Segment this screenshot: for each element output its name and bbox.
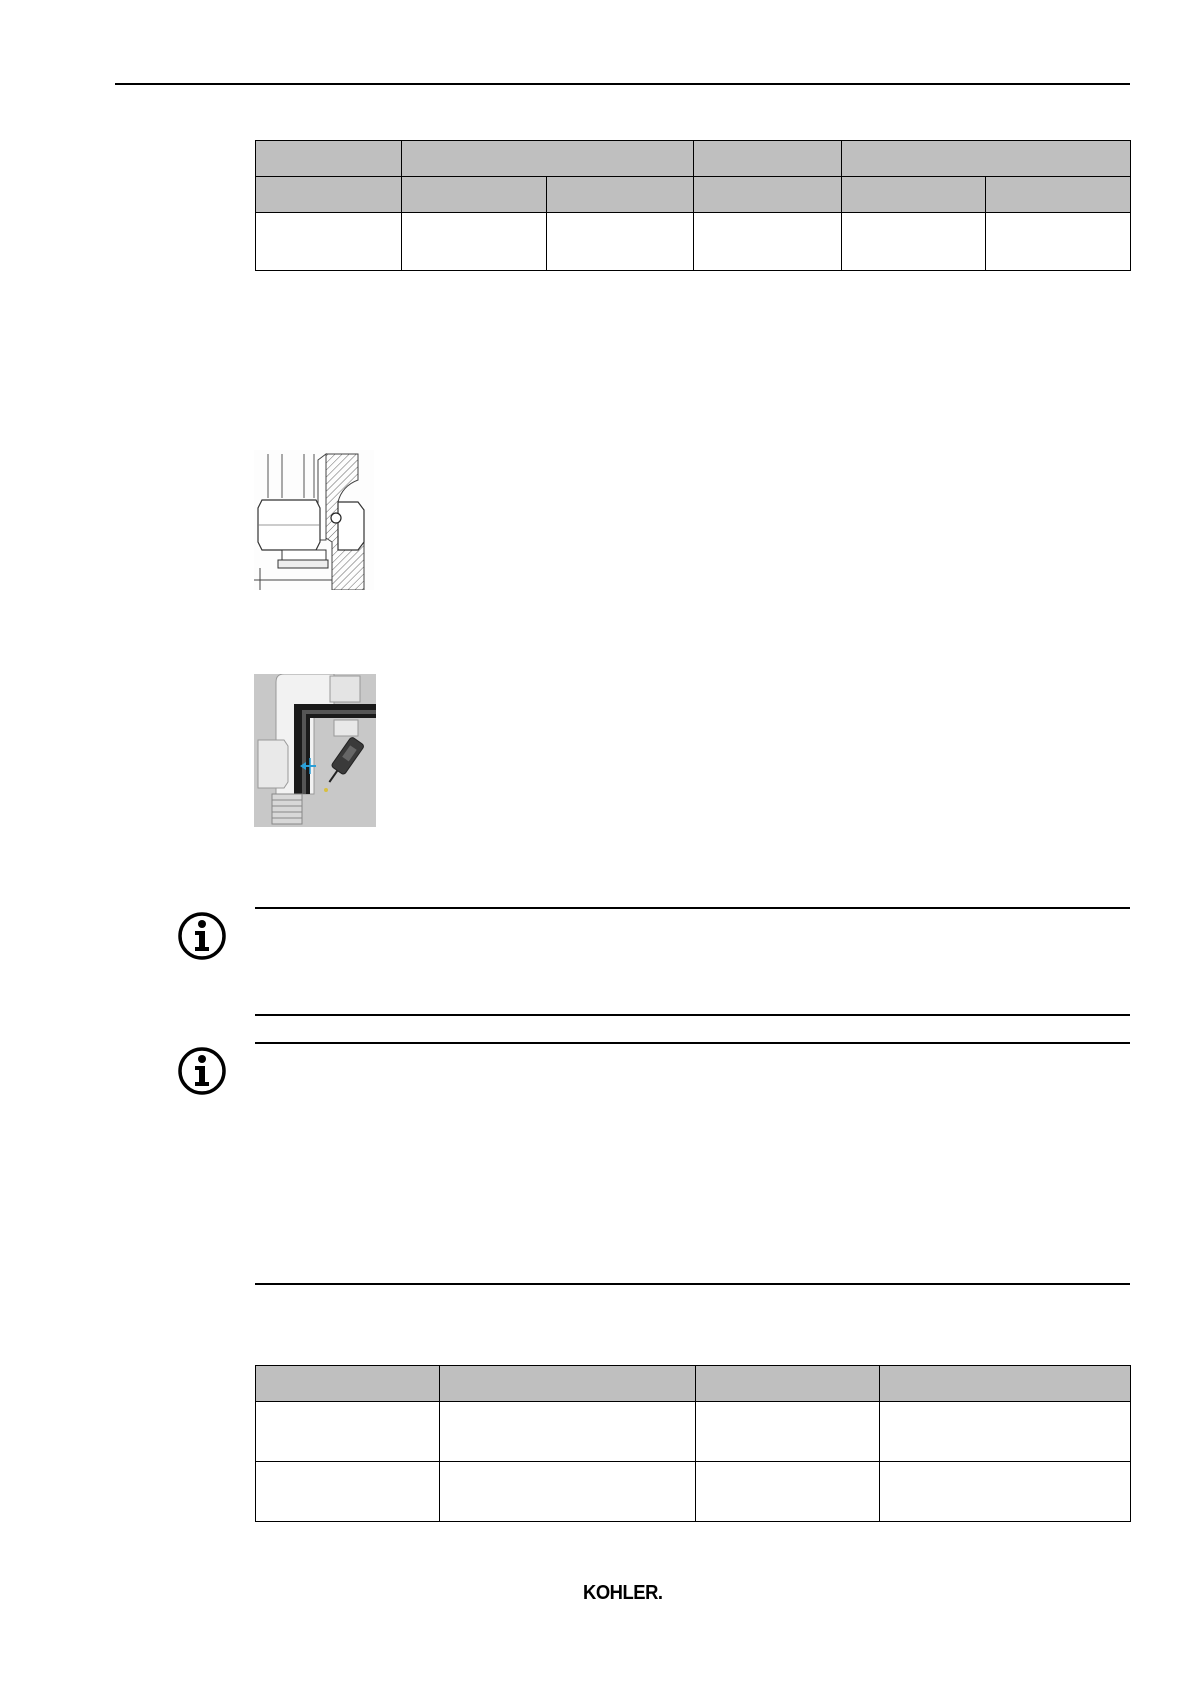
bottom-table-cell [880,1462,1131,1522]
header-rule [115,83,1130,85]
bottom-table-cell [440,1402,696,1462]
bottom-table-cell [696,1462,880,1522]
bottom-table-header-cell [880,1366,1131,1402]
bottom-table-cell [256,1402,440,1462]
bottom-table-cell [256,1462,440,1522]
top-table-subheader-cell [402,177,547,213]
top-table [255,140,1131,271]
top-table-cell [842,213,986,271]
bottom-table-cell [696,1402,880,1462]
top-table-header-cell [402,141,694,177]
top-table-subheader-cell [694,177,842,213]
top-table-header-cell [842,141,1131,177]
top-table-cell [256,213,402,271]
bottom-table-header-cell [256,1366,440,1402]
bottom-table-cell [440,1462,696,1522]
kohler-logo: KOHLER. [583,1582,663,1604]
top-table-cell [986,213,1131,271]
note-1-bottom-rule [255,1014,1130,1016]
fitting-sealant-figure [254,674,376,827]
bottom-table-header-cell [440,1366,696,1402]
note-1-top-rule [255,907,1130,909]
top-table-cell [694,213,842,271]
fitting-cross-section-drawing [254,450,374,590]
note-2-top-rule [255,1042,1130,1044]
fitting-sealant-drawing [254,674,376,827]
top-table-header-cell [694,141,842,177]
bottom-table [255,1365,1131,1522]
info-icon [177,911,227,961]
note-2-bottom-rule [255,1283,1130,1285]
bottom-table-header-cell [696,1366,880,1402]
top-table-subheader-cell [547,177,694,213]
fitting-cross-section-figure [254,450,374,590]
top-table-cell [547,213,694,271]
top-table-subheader-cell [256,177,402,213]
top-table-subheader-cell [986,177,1131,213]
top-table-header-cell [256,141,402,177]
info-icon [177,1046,227,1096]
top-table-cell [402,213,547,271]
top-table-subheader-cell [842,177,986,213]
bottom-table-cell [880,1402,1131,1462]
